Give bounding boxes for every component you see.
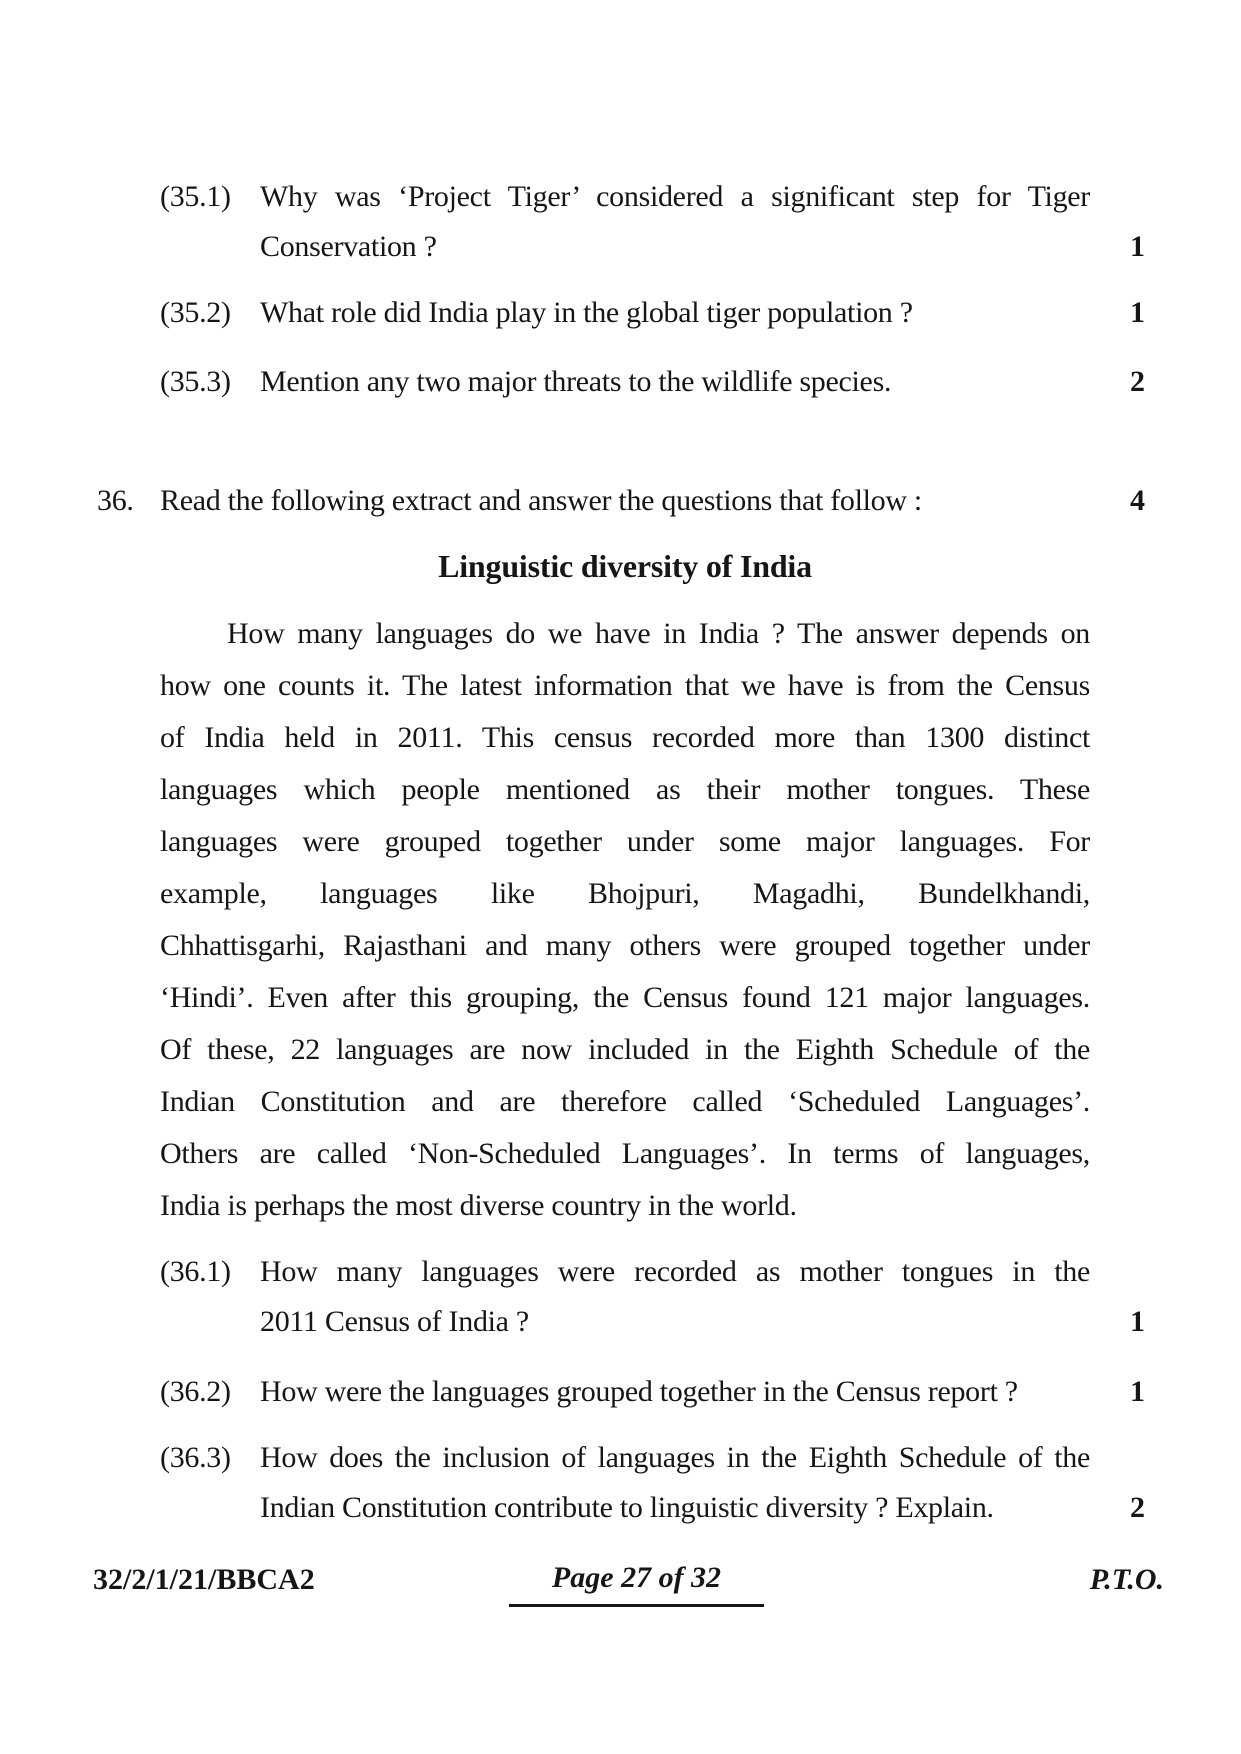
- marks-35-3: 2: [1130, 365, 1145, 398]
- question-35-1-line: Conservation ?: [260, 230, 437, 263]
- question-35-1-label: (35.1): [160, 180, 231, 213]
- extract-line: of India held in 2011. This census recorded more than 1300 distinct: [160, 721, 1090, 754]
- question-35-2: [160, 288, 1090, 338]
- question-36-3-line: How does the inclusion of languages in the Eighth Schedule of the: [260, 1441, 1090, 1474]
- question-36-3-line: Indian Constitution contribute to linguistic diversity ? Explain.: [260, 1491, 994, 1524]
- question-36-2: [160, 1367, 1090, 1417]
- marks-36-2: 1: [1130, 1375, 1145, 1408]
- marks-36-1: 1: [1130, 1305, 1145, 1338]
- extract-line: Indian Constitution and are therefore called ‘Scheduled Languages’.: [160, 1085, 1090, 1118]
- question-36-text: Read the following extract and answer the questions that follow :: [160, 484, 922, 517]
- question-36-1-label: (36.1): [160, 1255, 231, 1288]
- extract-title: Linguistic diversity of India: [438, 548, 812, 584]
- pto-label: P.T.O.: [1089, 1563, 1164, 1596]
- extract-paragraph: [160, 608, 1090, 1232]
- question-36-2-label: (36.2): [160, 1375, 231, 1408]
- paper-code: 32/2/1/21/BBCA2: [93, 1563, 315, 1596]
- extract-line: how one counts it. The latest information that we have is from the Census: [160, 669, 1090, 702]
- question-35-3: [160, 357, 1090, 407]
- question-35-3-label: (35.3): [160, 365, 231, 398]
- question-36-2-line: How were the languages grouped together in the Census report ?: [260, 1375, 1018, 1408]
- page-number: Page 27 of 32: [509, 1558, 764, 1607]
- question-35-3-line: Mention any two major threats to the wildlife species.: [260, 365, 892, 398]
- question-36-3: [160, 1433, 1090, 1533]
- question-35-2-label: (35.2): [160, 296, 231, 329]
- extract-line: Others are called ‘Non-Scheduled Languages’. In terms of languages,: [160, 1137, 1090, 1170]
- question-35-2-line: What role did India play in the global tiger population ?: [260, 296, 913, 329]
- marks-36-3: 2: [1130, 1491, 1145, 1524]
- extract-line: How many languages do we have in India ? The answer depends on: [227, 617, 1090, 650]
- question-36-1-line: 2011 Census of India ?: [260, 1305, 529, 1338]
- question-35-1-line: Why was ‘Project Tiger’ considered a significant step for Tiger: [260, 180, 1090, 213]
- extract-line: India is perhaps the most diverse country in the world.: [160, 1189, 797, 1222]
- marks-35-1: 1: [1130, 230, 1145, 263]
- question-36-1-line: How many languages were recorded as mother tongues in the: [260, 1255, 1090, 1288]
- marks-36: 4: [1130, 484, 1145, 517]
- extract-line: Chhattisgarhi, Rajasthani and many others were grouped together under: [160, 929, 1090, 962]
- extract-line: example, languages like Bhojpuri, Magadhi, Bundelkhandi,: [160, 877, 1090, 910]
- question-36-number: 36.: [97, 484, 134, 517]
- question-36: [97, 476, 1090, 526]
- extract-line: languages which people mentioned as their mother tongues. These: [160, 773, 1090, 806]
- question-35-1: [160, 172, 1090, 272]
- marks-35-2: 1: [1130, 296, 1145, 329]
- extract-line: Of these, 22 languages are now included in the Eighth Schedule of the: [160, 1033, 1090, 1066]
- extract-line: languages were grouped together under some major languages. For: [160, 825, 1090, 858]
- question-36-3-label: (36.3): [160, 1441, 231, 1474]
- question-36-1: [160, 1247, 1090, 1347]
- extract-line: ‘Hindi’. Even after this grouping, the Census found 121 major languages.: [160, 981, 1090, 1014]
